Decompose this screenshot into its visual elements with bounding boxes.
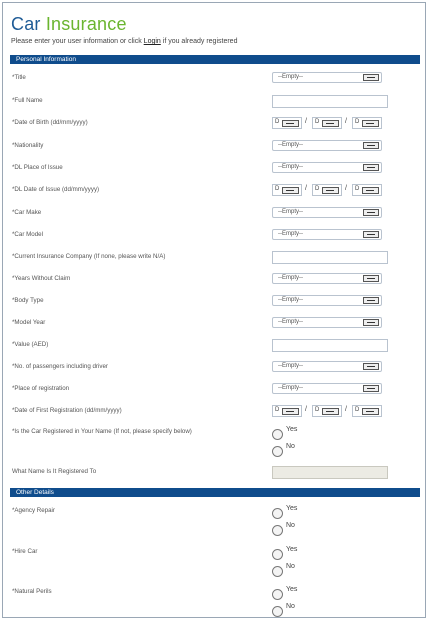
radio-icon[interactable]: [272, 566, 283, 577]
row-registered-name: [12, 428, 422, 444]
row-dl-date: [12, 186, 422, 202]
current-company-label: *Current Insurance Company (If none, please write N/A): [12, 253, 166, 260]
dropdown-button-icon[interactable]: [363, 275, 379, 282]
dob-day-value: D: [275, 119, 280, 125]
title-part-2: Insurance: [45, 14, 127, 34]
nationality-select-value: --Empty--: [278, 142, 303, 148]
date-separator: /: [305, 185, 307, 192]
date-separator: /: [305, 406, 307, 413]
dropdown-button-icon[interactable]: [363, 142, 379, 149]
car-make-select[interactable]: [272, 207, 382, 218]
section-header-other: Other Details: [10, 488, 420, 497]
row-title: [12, 74, 422, 90]
radio-label: Yes: [286, 505, 298, 512]
dropdown-button-icon[interactable]: [282, 187, 299, 194]
radio-label: Yes: [286, 546, 298, 553]
value-aed-input[interactable]: [272, 339, 388, 352]
first-registration-label: *Date of First Registration (dd/mm/yyyy): [12, 407, 122, 414]
first-reg-year-value: D: [355, 407, 360, 413]
intro-text: [11, 38, 237, 45]
model-year-select[interactable]: [272, 317, 382, 328]
row-body-type: [12, 297, 422, 313]
dropdown-button-icon[interactable]: [363, 319, 379, 326]
car-model-select[interactable]: [272, 229, 382, 240]
full-name-input[interactable]: [272, 95, 388, 108]
radio-icon[interactable]: [272, 606, 283, 617]
row-current-company: [12, 253, 422, 269]
years-no-claim-label: *Years Without Claim: [12, 275, 71, 282]
radio-icon[interactable]: [272, 446, 283, 457]
row-natural-perils: [12, 588, 422, 604]
registered-name-label: *Is the Car Registered in Your Name (If not, please specify below): [12, 428, 192, 435]
dl-date-picker: [272, 184, 384, 196]
dropdown-button-icon[interactable]: [363, 164, 379, 171]
dl-date-day-value: D: [275, 186, 280, 192]
intro-text-before: Please enter your user information or click: [11, 38, 144, 45]
dropdown-button-icon[interactable]: [362, 408, 379, 415]
dropdown-button-icon[interactable]: [363, 74, 379, 81]
dropdown-button-icon[interactable]: [363, 231, 379, 238]
title-label: *Title: [12, 74, 26, 81]
dropdown-button-icon[interactable]: [363, 363, 379, 370]
dropdown-button-icon[interactable]: [322, 187, 339, 194]
row-value-aed: [12, 341, 422, 357]
first-reg-month-select[interactable]: [312, 405, 342, 417]
row-dob: [12, 119, 422, 135]
full-name-label: *Full Name: [12, 97, 43, 104]
row-place-registration: [12, 385, 422, 401]
passengers-label: *No. of passengers including driver: [12, 363, 108, 370]
dropdown-button-icon[interactable]: [363, 385, 379, 392]
row-hire-car: [12, 548, 422, 564]
dl-place-select[interactable]: [272, 162, 382, 173]
hire-car-label: *Hire Car: [12, 548, 38, 555]
passengers-select[interactable]: [272, 361, 382, 372]
title-select[interactable]: [272, 72, 382, 83]
dob-day-select[interactable]: [272, 117, 302, 129]
first-reg-day-select[interactable]: [272, 405, 302, 417]
section-header-personal: Personal Information: [10, 55, 420, 64]
form-frame: [2, 2, 426, 618]
first-reg-year-select[interactable]: [352, 405, 382, 417]
row-car-make: [12, 209, 422, 225]
value-aed-label: *Value (AED): [12, 341, 49, 348]
what-name-input[interactable]: [272, 466, 388, 479]
radio-label: Yes: [286, 586, 298, 593]
car-model-select-value: --Empty--: [278, 231, 303, 237]
dob-year-value: D: [355, 119, 360, 125]
passengers-select-value: --Empty--: [278, 363, 303, 369]
dropdown-button-icon[interactable]: [362, 187, 379, 194]
body-type-label: *Body Type: [12, 297, 44, 304]
years-no-claim-select-value: --Empty--: [278, 275, 303, 281]
nationality-select[interactable]: [272, 140, 382, 151]
date-separator: /: [305, 118, 307, 125]
row-model-year: [12, 319, 422, 335]
dob-year-select[interactable]: [352, 117, 382, 129]
login-link[interactable]: Login: [143, 38, 161, 45]
dropdown-button-icon[interactable]: [322, 408, 339, 415]
body-type-select-value: --Empty--: [278, 297, 303, 303]
date-separator: /: [345, 185, 347, 192]
car-make-label: *Car Make: [12, 209, 42, 216]
row-years-no-claim: [12, 275, 422, 291]
model-year-select-value: --Empty--: [278, 319, 303, 325]
radio-label: No: [286, 443, 295, 450]
date-separator: /: [345, 406, 347, 413]
dropdown-button-icon[interactable]: [322, 120, 339, 127]
radio-label: No: [286, 603, 295, 610]
place-registration-label: *Place of registration: [12, 385, 70, 392]
first-registration-date-picker: [272, 405, 384, 417]
dl-place-label: *DL Place of Issue: [12, 164, 63, 171]
dl-date-day-select[interactable]: [272, 184, 302, 196]
row-first-registration: [12, 407, 422, 423]
intro-text-after: if you already registered: [160, 38, 238, 45]
car-make-select-value: --Empty--: [278, 209, 303, 215]
date-separator: /: [345, 118, 347, 125]
row-passengers: [12, 363, 422, 379]
radio-icon[interactable]: [272, 525, 283, 536]
dob-label: *Date of Birth (dd/mm/yyyy): [12, 119, 88, 126]
dropdown-button-icon[interactable]: [282, 408, 299, 415]
first-reg-day-value: D: [275, 407, 280, 413]
dob-date-picker: [272, 117, 384, 129]
row-full-name: [12, 97, 422, 113]
radio-label: No: [286, 522, 295, 529]
page-title: [11, 13, 127, 35]
radio-icon[interactable]: [272, 589, 283, 600]
radio-label: Yes: [286, 426, 298, 433]
dl-date-month-value: D: [315, 186, 320, 192]
dob-month-select[interactable]: [312, 117, 342, 129]
current-company-input[interactable]: [272, 251, 388, 264]
car-model-label: *Car Model: [12, 231, 43, 238]
dropdown-button-icon[interactable]: [282, 120, 299, 127]
dob-month-value: D: [315, 119, 320, 125]
row-agency-repair: [12, 507, 422, 523]
agency-repair-label: *Agency Repair: [12, 507, 55, 514]
dropdown-button-icon[interactable]: [362, 120, 379, 127]
title-part-1: Car: [11, 14, 41, 34]
years-no-claim-select[interactable]: [272, 273, 382, 284]
row-dl-place: [12, 164, 422, 180]
row-nationality: [12, 142, 422, 158]
nationality-label: *Nationality: [12, 142, 44, 149]
radio-label: No: [286, 563, 295, 570]
model-year-label: *Model Year: [12, 319, 46, 326]
dl-date-month-select[interactable]: [312, 184, 342, 196]
body-type-select[interactable]: [272, 295, 382, 306]
dl-date-year-value: D: [355, 186, 360, 192]
row-what-name: [12, 468, 422, 484]
radio-icon[interactable]: [272, 429, 283, 440]
dl-place-select-value: --Empty--: [278, 164, 303, 170]
radio-icon[interactable]: [272, 549, 283, 560]
first-reg-month-value: D: [315, 407, 320, 413]
dropdown-button-icon[interactable]: [363, 209, 379, 216]
radio-icon[interactable]: [272, 508, 283, 519]
title-select-value: --Empty--: [278, 74, 303, 80]
dropdown-button-icon[interactable]: [363, 297, 379, 304]
what-name-label: What Name Is It Registered To: [12, 468, 97, 475]
row-car-model: [12, 231, 422, 247]
place-registration-select[interactable]: [272, 383, 382, 394]
place-registration-select-value: --Empty--: [278, 385, 303, 391]
dl-date-label: *DL Date of Issue (dd/mm/yyyy): [12, 186, 100, 193]
dl-date-year-select[interactable]: [352, 184, 382, 196]
natural-perils-label: *Natural Perils: [12, 588, 52, 595]
